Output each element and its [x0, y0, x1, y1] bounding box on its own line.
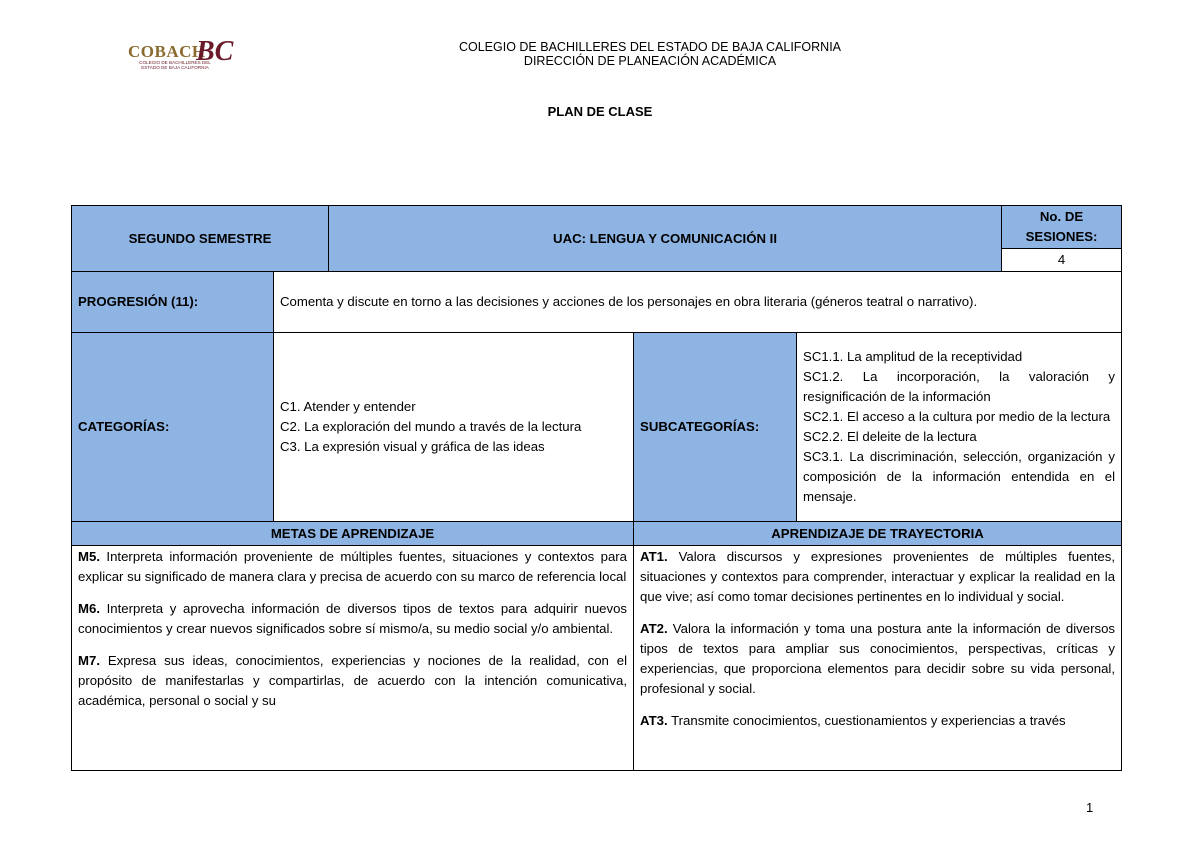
- trajectory-code: AT3.: [640, 713, 668, 728]
- trajectory-text: Valora discursos y expresiones provenientes de múltiples fuentes, situaciones y contextos para comprender, interactuar y explicar la realidad en la que vive; así como tomar decisiones pertinentes en lo individual y social.: [640, 549, 1116, 604]
- trajectory-item: [640, 619, 1115, 699]
- subcategories-label: SUBCATEGORÍAS:: [634, 333, 797, 522]
- logo-subtitle: COLEGIO DE BACHILLERES DEL ESTADO DE BAJA CALIFORNIA: [139, 60, 211, 70]
- trajectory-item: [640, 547, 1115, 607]
- category-item: C2. La exploración del mundo a través de la lectura: [280, 419, 582, 434]
- trajectory-item: [640, 711, 1115, 731]
- category-item: C3. La expresión visual y gráfica de las ideas: [280, 439, 545, 454]
- institution-header: [300, 40, 1000, 68]
- goals-header: METAS DE APRENDIZAJE: [72, 522, 634, 546]
- goal-item: [78, 651, 627, 711]
- class-plan-table: [71, 205, 1122, 771]
- subcategory-item: SC2.1. El acceso a la cultura por medio de la lectura: [803, 409, 1111, 424]
- subcategories-list: [797, 333, 1122, 522]
- progression-label: PROGRESIÓN (11):: [72, 272, 274, 333]
- sessions-label: No. DE SESIONES:: [1002, 206, 1122, 249]
- subcategory-item: SC1.2. La incorporación, la valoración y resignificación de la información: [803, 369, 1116, 404]
- trajectory-header: APRENDIZAJE DE TRAYECTORIA: [634, 522, 1122, 546]
- category-item: C1. Atender y entender: [280, 399, 416, 414]
- trajectory-code: AT1.: [640, 549, 668, 564]
- cobach-logo: [128, 36, 238, 76]
- goal-code: M7.: [78, 653, 100, 668]
- goals-cell: [72, 546, 634, 771]
- trajectory-text: Valora la información y toma una postura ante la información de diversos tipos de textos para ampliar sus conocimientos, perspectivas, críticas y experiencias, que proporciona elementos para decidir sobre su vida personal, profesional y social.: [640, 621, 1116, 696]
- institution-name: COLEGIO DE BACHILLERES DEL ESTADO DE BAJA CALIFORNIA: [458, 40, 842, 54]
- trajectory-text: Transmite conocimientos, cuestionamientos y experiencias a través: [667, 713, 1066, 728]
- goal-text: Interpreta y aprovecha información de diversos tipos de textos para adquirir nuevos conocimientos y crear nuevos significados sobre sí mismo/a, su medio social y/o ambiental.: [78, 601, 628, 636]
- goal-text: Interpreta información proveniente de múltiples fuentes, situaciones y contextos para explicar su significado de manera clara y precisa de acuerdo con su marco de referencia local: [78, 549, 628, 584]
- goal-code: M5.: [78, 549, 100, 564]
- goal-text: Expresa sus ideas, conocimientos, experiencias y nociones de la realidad, con el propósito de manifestarlas y compartirlas, de acuerdo con la intención comunicativa, académica, personal o social y su: [78, 653, 628, 708]
- goal-item: [78, 599, 627, 639]
- subcategory-item: SC2.2. El deleite de la lectura: [803, 429, 977, 444]
- trajectory-cell: [634, 546, 1122, 771]
- goal-code: M6.: [78, 601, 100, 616]
- uac-cell: UAC: LENGUA Y COMUNICACIÓN II: [329, 206, 1002, 272]
- semester-cell: SEGUNDO SEMESTRE: [72, 206, 329, 272]
- document-title: PLAN DE CLASE: [547, 104, 653, 119]
- categories-label: CATEGORÍAS:: [72, 333, 274, 522]
- sessions-value: 4: [1002, 249, 1122, 272]
- department-name: DIRECCIÓN DE PLANEACIÓN ACADÉMICA: [523, 54, 777, 68]
- logo-mark: BC: [196, 36, 234, 67]
- logo-word: COBACH: [128, 42, 206, 61]
- categories-list: [274, 333, 634, 522]
- page-number: 1: [1086, 800, 1094, 815]
- goal-item: [78, 547, 627, 587]
- subcategory-item: SC3.1. La discriminación, selección, organización y composición de la información entendida en el mensaje.: [803, 449, 1116, 504]
- progression-text: Comenta y discute en torno a las decisiones y acciones de los personajes en obra literaria (géneros teatral o narrativo).: [274, 272, 1122, 333]
- trajectory-code: AT2.: [640, 621, 668, 636]
- subcategory-item: SC1.1. La amplitud de la receptividad: [803, 349, 1023, 364]
